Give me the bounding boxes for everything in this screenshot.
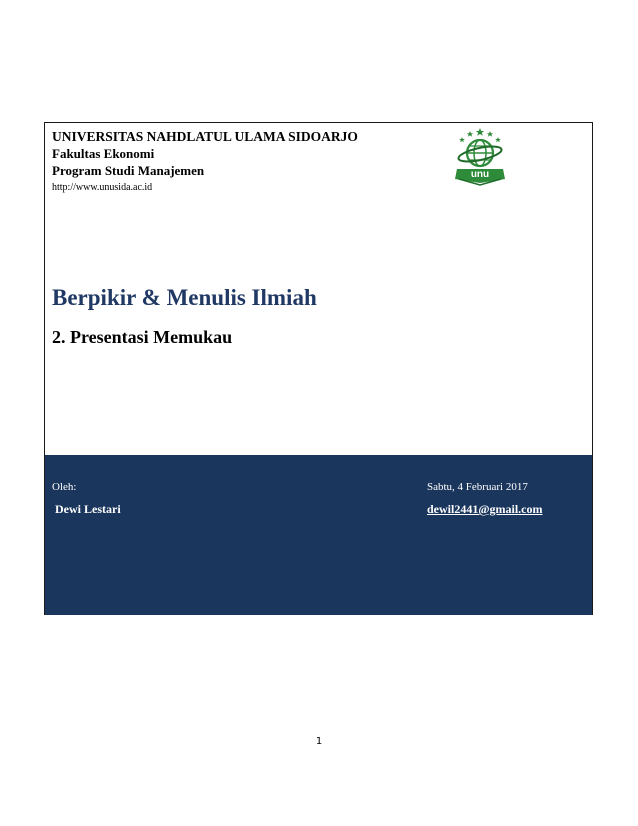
- author-label: Oleh:: [52, 481, 77, 493]
- website-link[interactable]: http://www.unusida.ac.id: [52, 182, 153, 193]
- author-email-link[interactable]: dewil2441@gmail.com: [427, 502, 543, 516]
- presentation-date: Sabtu, 4 Februari 2017: [427, 481, 528, 493]
- page-number: 1: [315, 736, 323, 747]
- unu-logo-icon: [451, 127, 509, 187]
- university-name: UNIVERSITAS NAHDLATUL ULAMA SIDOARJO: [52, 129, 358, 144]
- slide-subtitle: 2. Presentasi Memukau: [52, 327, 233, 347]
- logo-text: unu: [470, 169, 490, 180]
- slide-top-section: [45, 123, 592, 455]
- program-name: Program Studi Manajemen: [52, 163, 205, 178]
- faculty-name: Fakultas Ekonomi: [52, 146, 155, 161]
- slide-footer-section: [45, 455, 592, 615]
- slide: [44, 122, 593, 615]
- slide-title: Berpikir & Menulis Ilmiah: [52, 285, 317, 310]
- author-name: Dewi Lestari: [55, 502, 121, 516]
